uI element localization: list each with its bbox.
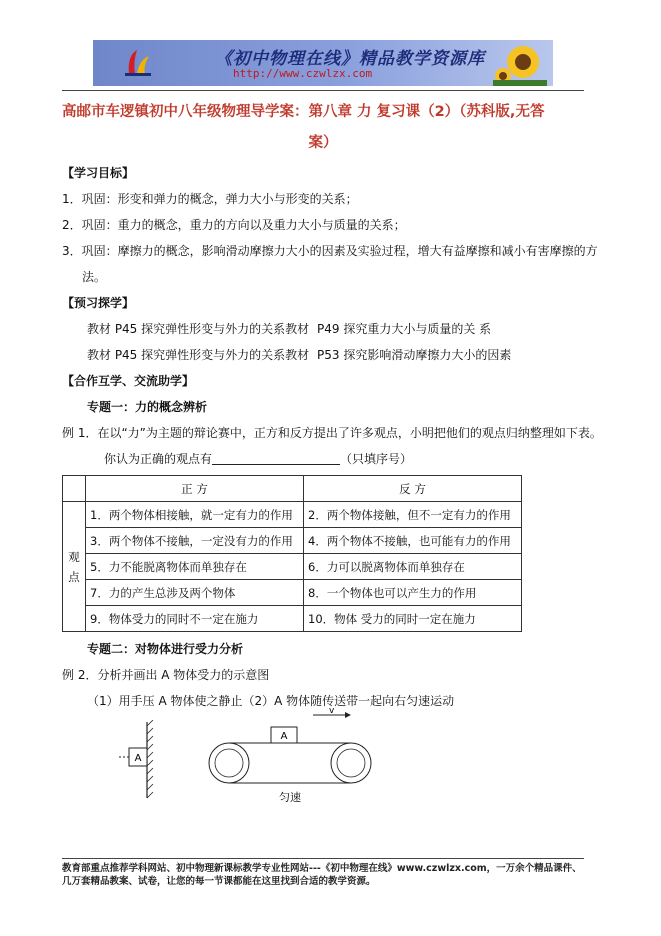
- belt-block-label: A: [280, 731, 288, 742]
- wall-block-label: A: [134, 753, 142, 764]
- belt-caption: 匀速: [279, 791, 301, 804]
- sunflower-icon: [493, 42, 547, 86]
- preview-row-left: 教材 P45 探究弹性形变与外力的关系教材: [87, 322, 310, 336]
- header-rule: [62, 90, 584, 91]
- table-row: [63, 528, 522, 554]
- header-pro: 正 方: [86, 476, 304, 502]
- con-cell: 6．力可以脱离物体而单独存在: [304, 554, 522, 580]
- answer-blank[interactable]: [212, 453, 340, 465]
- example-one-text: 例 1．在以“力”为主题的辩论赛中，正方和反方提出了许多观点，小明把他们的观点归纳整理如下表。: [62, 426, 602, 440]
- conveyor-figure: [205, 705, 375, 805]
- table-row: [63, 606, 522, 632]
- answer-prompt-label: 你认为正确的观点有: [104, 452, 213, 466]
- con-cell: 10．物体 受力的同时一定在施力: [304, 606, 522, 632]
- answer-note: （只填序号）: [340, 452, 413, 466]
- side-label: 观点: [63, 502, 86, 632]
- preview-heading: 【预习探学】: [62, 296, 135, 310]
- footer-line-2: 几万套精品教案、试卷，让您的每一节课都能在这里找到合适的教学资源。: [62, 876, 376, 887]
- topic-one-heading: 专题一：力的概念辨析: [87, 400, 208, 414]
- wall-press-figure: [115, 720, 175, 800]
- objective-item: 1．巩固：形变和弹力的概念，弹力大小与形变的关系；: [62, 192, 358, 206]
- footer: [62, 862, 602, 888]
- con-cell: 4．两个物体不接触，也可能有力的作用: [304, 528, 522, 554]
- objectives-heading: 【学习目标】: [62, 166, 135, 180]
- pro-cell: 3．两个物体不接触，一定没有力的作用: [86, 528, 304, 554]
- footer-rule: [62, 858, 584, 859]
- header-banner: [93, 40, 553, 86]
- header-con: 反 方: [304, 476, 522, 502]
- table-header-row: [63, 476, 522, 502]
- con-cell: 2．两个物体接触，但不一定有力的作用: [304, 502, 522, 528]
- table-row: [63, 502, 522, 528]
- title-line-2: 案）: [308, 135, 338, 151]
- example-two-sub: （1）用手压 A 物体使之静止（2）A 物体随传送带一起向右匀速运动: [87, 694, 455, 708]
- velocity-label: v: [329, 706, 335, 716]
- objective-item: 3．巩固：摩擦力的概念，影响滑动摩擦力大小的因素及实验过程，增大有益摩擦和减小有害摩擦的方: [62, 244, 598, 258]
- table-row: [63, 554, 522, 580]
- banner-slogan: 《初中物理在线》精品教学资源库: [215, 49, 485, 69]
- page-title: [62, 97, 584, 159]
- pro-cell: 7．力的产生总涉及两个物体: [86, 580, 304, 606]
- preview-row-right: P53 探究影响滑动摩擦力大小的因素: [317, 348, 512, 362]
- viewpoints-table: [62, 475, 522, 632]
- site-logo-icon: [123, 46, 153, 78]
- con-cell: 8．一个物体也可以产生力的作用: [304, 580, 522, 606]
- title-line-1: 高邮市车逻镇初中八年级物理导学案：第八章 力 复习课（2）（苏科版,无答: [62, 104, 545, 120]
- table-corner-cell: [63, 476, 86, 502]
- banner-url: http://www.czwlzx.com: [233, 67, 373, 80]
- footer-line-1: 教育部重点推荐学科网站、初中物理新课标教学专业性网站---《初中物理在线》www.czwlzx.com，一万余个精品课件、: [62, 863, 582, 874]
- example-two-text: 例 2．分析并画出 A 物体受力的示意图: [62, 668, 270, 682]
- pro-cell: 1．两个物体相接触，就一定有力的作用: [86, 502, 304, 528]
- preview-row-left: 教材 P45 探究弹性形变与外力的关系教材: [87, 348, 310, 362]
- coop-heading: 【合作互学、交流助学】: [62, 374, 195, 388]
- answer-prompt: [104, 450, 412, 467]
- topic-two-heading: 专题二：对物体进行受力分析: [87, 642, 244, 656]
- pro-cell: 9．物体受力的同时不一定在施力: [86, 606, 304, 632]
- table-row: [63, 580, 522, 606]
- objective-item: 2．巩固：重力的概念，重力的方向以及重力大小与质量的关系；: [62, 218, 406, 232]
- objective-item: 法。: [82, 270, 107, 284]
- pro-cell: 5．力不能脱离物体而单独存在: [86, 554, 304, 580]
- preview-row-right: P49 探究重力大小与质量的关 系: [317, 322, 492, 336]
